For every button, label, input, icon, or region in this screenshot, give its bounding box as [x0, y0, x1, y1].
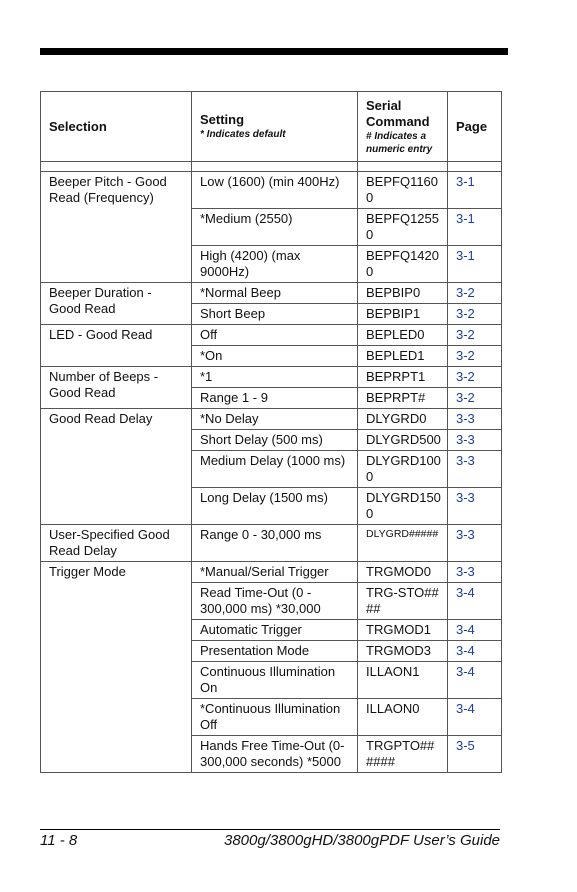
serial-command-cell: TRGMOD3: [358, 641, 448, 662]
page-link[interactable]: 3-3: [448, 562, 502, 583]
table-header-row: [41, 92, 502, 162]
serial-command-cell: DLYGRD1000: [358, 451, 448, 488]
serial-command-table: [40, 91, 502, 773]
setting-cell: Off: [192, 325, 358, 346]
serial-command-cell: TRGMOD1: [358, 620, 448, 641]
setting-cell: *Manual/Serial Trigger: [192, 562, 358, 583]
setting-cell: Short Beep: [192, 304, 358, 325]
setting-cell: Read Time-Out (0 - 300,000 ms) *30,000: [192, 583, 358, 620]
setting-cell: *On: [192, 346, 358, 367]
page-link[interactable]: 3-4: [448, 699, 502, 736]
setting-cell: Hands Free Time-Out (0-300,000 seconds) *5000: [192, 736, 358, 773]
header-gap: [41, 162, 502, 172]
page-link[interactable]: 3-1: [448, 246, 502, 283]
header-serial-command: Serial Command # Indicates a numeric entry: [358, 92, 448, 162]
serial-command-cell: BEPRPT1: [358, 367, 448, 388]
page-link[interactable]: 3-2: [448, 325, 502, 346]
page-link[interactable]: 3-2: [448, 367, 502, 388]
setting-cell: Continuous Illumination On: [192, 662, 358, 699]
serial-command-cell: BEPFQ12550: [358, 209, 448, 246]
header-setting: Setting * Indicates default: [192, 92, 358, 162]
table-row: [41, 172, 502, 209]
page-link[interactable]: 3-3: [448, 451, 502, 488]
page-link[interactable]: 3-4: [448, 620, 502, 641]
setting-cell: Range 0 - 30,000 ms: [192, 525, 358, 562]
serial-command-cell: DLYGRD0: [358, 409, 448, 430]
setting-cell: *Normal Beep: [192, 283, 358, 304]
footer-rule: [40, 829, 500, 830]
table-row: [41, 409, 502, 430]
setting-cell: Medium Delay (1000 ms): [192, 451, 358, 488]
serial-command-cell: TRGMOD0: [358, 562, 448, 583]
page-link[interactable]: 3-2: [448, 346, 502, 367]
serial-command-cell: ILLAON1: [358, 662, 448, 699]
setting-cell: Presentation Mode: [192, 641, 358, 662]
header-page: Page: [448, 92, 502, 162]
setting-cell: High (4200) (max 9000Hz): [192, 246, 358, 283]
page-link[interactable]: 3-3: [448, 430, 502, 451]
setting-cell: Short Delay (500 ms): [192, 430, 358, 451]
serial-command-cell: BEPBIP0: [358, 283, 448, 304]
page-link[interactable]: 3-3: [448, 488, 502, 525]
serial-command-cell: DLYGRD#####: [358, 525, 448, 562]
guide-title: 3800g/3800gHD/3800gPDF User’s Guide: [223, 832, 500, 849]
setting-cell: *No Delay: [192, 409, 358, 430]
page-link[interactable]: 3-5: [448, 736, 502, 773]
serial-command-cell: BEPBIP1: [358, 304, 448, 325]
serial-command-cell: TRG-STO####: [358, 583, 448, 620]
page-link[interactable]: 3-1: [448, 209, 502, 246]
header-setting-note: * Indicates default: [200, 129, 286, 140]
page-link[interactable]: 3-1: [448, 172, 502, 209]
setting-cell: Low (1600) (min 400Hz): [192, 172, 358, 209]
serial-command-cell: BEPLED1: [358, 346, 448, 367]
selection-cell: Beeper Pitch - Good Read (Frequency): [41, 172, 192, 283]
table-row: [41, 367, 502, 388]
table-body: [41, 162, 502, 773]
table-row: [41, 525, 502, 562]
serial-command-cell: BEPFQ11600: [358, 172, 448, 209]
setting-cell: Range 1 - 9: [192, 388, 358, 409]
serial-command-cell: BEPFQ14200: [358, 246, 448, 283]
page-link[interactable]: 3-2: [448, 388, 502, 409]
page-number: 11 - 8: [40, 832, 78, 849]
setting-cell: *1: [192, 367, 358, 388]
selection-cell: LED - Good Read: [41, 325, 192, 367]
serial-command-cell: BEPRPT#: [358, 388, 448, 409]
selection-cell: Beeper Duration - Good Read: [41, 283, 192, 325]
serial-command-cell: DLYGRD1500: [358, 488, 448, 525]
setting-cell: *Continuous Illumination Off: [192, 699, 358, 736]
setting-cell: Long Delay (1500 ms): [192, 488, 358, 525]
serial-command-cell: DLYGRD500: [358, 430, 448, 451]
page-link[interactable]: 3-2: [448, 283, 502, 304]
serial-command-cell: TRGPTO######: [358, 736, 448, 773]
serial-command-cell: BEPLED0: [358, 325, 448, 346]
selection-cell: Trigger Mode: [41, 562, 192, 773]
header-serial-note: # Indicates a numeric entry: [366, 130, 433, 155]
selection-cell: User-Specified Good Read Delay: [41, 525, 192, 562]
page-link[interactable]: 3-2: [448, 304, 502, 325]
page-link[interactable]: 3-3: [448, 525, 502, 562]
header-selection: Selection: [41, 92, 192, 162]
setting-cell: *Medium (2550): [192, 209, 358, 246]
table-row: [41, 562, 502, 583]
selection-cell: Good Read Delay: [41, 409, 192, 525]
setting-cell: Automatic Trigger: [192, 620, 358, 641]
top-rule: [40, 48, 508, 55]
selection-cell: Number of Beeps - Good Read: [41, 367, 192, 409]
table-row: [41, 325, 502, 346]
page-link[interactable]: 3-4: [448, 662, 502, 699]
serial-command-cell: ILLAON0: [358, 699, 448, 736]
page-link[interactable]: 3-3: [448, 409, 502, 430]
table-row: [41, 283, 502, 304]
page-link[interactable]: 3-4: [448, 641, 502, 662]
page-link[interactable]: 3-4: [448, 583, 502, 620]
